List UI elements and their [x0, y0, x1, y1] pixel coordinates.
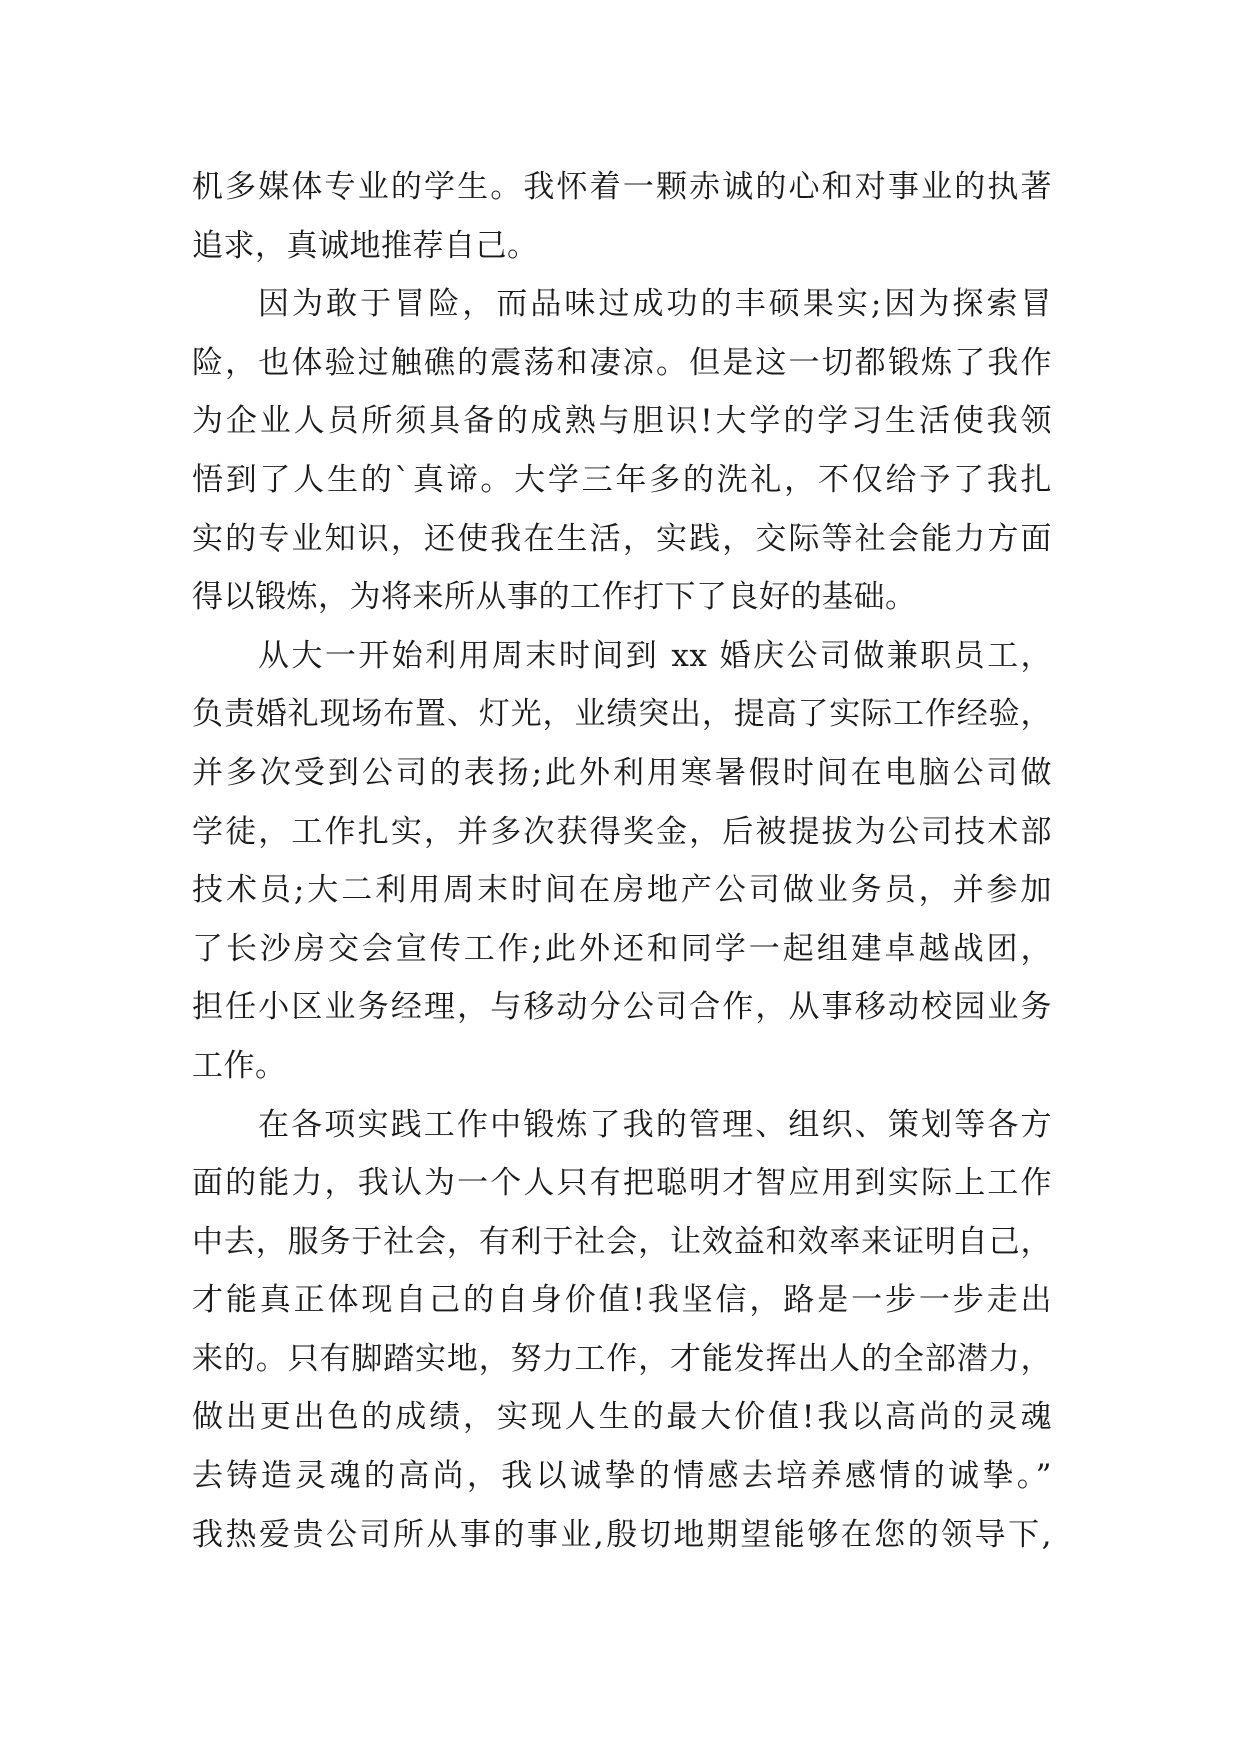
text-line: 担任小区业务经理，与移动分公司合作，从事移动校园业务 — [192, 989, 1052, 1026]
text-line: 中去，服务于社会，有利于社会，让效益和效率来证明自己， — [192, 1223, 1052, 1260]
text-line: 技术员;大二利用周末时间在房地产公司做业务员，并参加 — [192, 872, 1052, 909]
text-line: 机多媒体专业的学生。我怀着一颗赤诚的心和对事业的执著 — [192, 169, 1052, 205]
text-line: 并多次受到公司的表扬;此外利用寒暑假时间在电脑公司做 — [192, 754, 1052, 791]
text-line: 悟到了人生的`真谛。大学三年多的洗礼，不仅给予了我扎 — [192, 461, 1052, 498]
paragraph-first-line: 从大一开始利用周末时间到 xx 婚庆公司做兼职员工， — [258, 637, 1052, 674]
text-line: 面的能力，我认为一个人只有把聪明才智应用到实际上工作 — [192, 1165, 1052, 1202]
document-body — [192, 158, 1052, 1564]
text-line: 工作。 — [192, 1047, 287, 1084]
paragraph-first-line: 因为敢于冒险，而品味过成功的丰硕果实;因为探索冒 — [258, 286, 1052, 323]
text-line: 了长沙房交会宣传工作;此外还和同学一起组建卓越战团， — [192, 930, 1052, 967]
text-line: 来的。只有脚踏实地，努力工作，才能发挥出人的全部潜力， — [192, 1340, 1052, 1377]
paragraph-first-line: 在各项实践工作中锻炼了我的管理、组织、策划等各方 — [258, 1106, 1052, 1143]
text-line: 我热爱贵公司所从事的事业,殷切地期望能够在您的领导下, — [192, 1516, 1052, 1553]
text-line: 追求，真诚地推荐自己。 — [192, 227, 539, 264]
text-line: 得以锻炼，为将来所从事的工作打下了良好的基础。 — [192, 579, 917, 616]
text-line: 负责婚礼现场布置、灯光，业绩突出，提高了实际工作经验， — [192, 696, 1052, 733]
text-line: 去铸造灵魂的高尚，我以诚挚的情感去培养感情的诚挚。” — [192, 1458, 1052, 1495]
text-line: 学徒，工作扎实，并多次获得奖金，后被提拔为公司技术部 — [192, 813, 1052, 850]
text-line: 险，也体验过触礁的震荡和凄凉。但是这一切都锻炼了我作 — [192, 344, 1052, 381]
text-line: 做出更出色的成绩，实现人生的最大价值!我以高尚的灵魂 — [192, 1399, 1052, 1436]
text-line: 为企业人员所须具备的成熟与胆识!大学的学习生活使我领 — [192, 403, 1052, 440]
text-line: 实的专业知识，还使我在生活，实践，交际等社会能力方面 — [192, 520, 1052, 557]
text-line: 才能真正体现自己的自身价值!我坚信，路是一步一步走出 — [192, 1282, 1052, 1319]
